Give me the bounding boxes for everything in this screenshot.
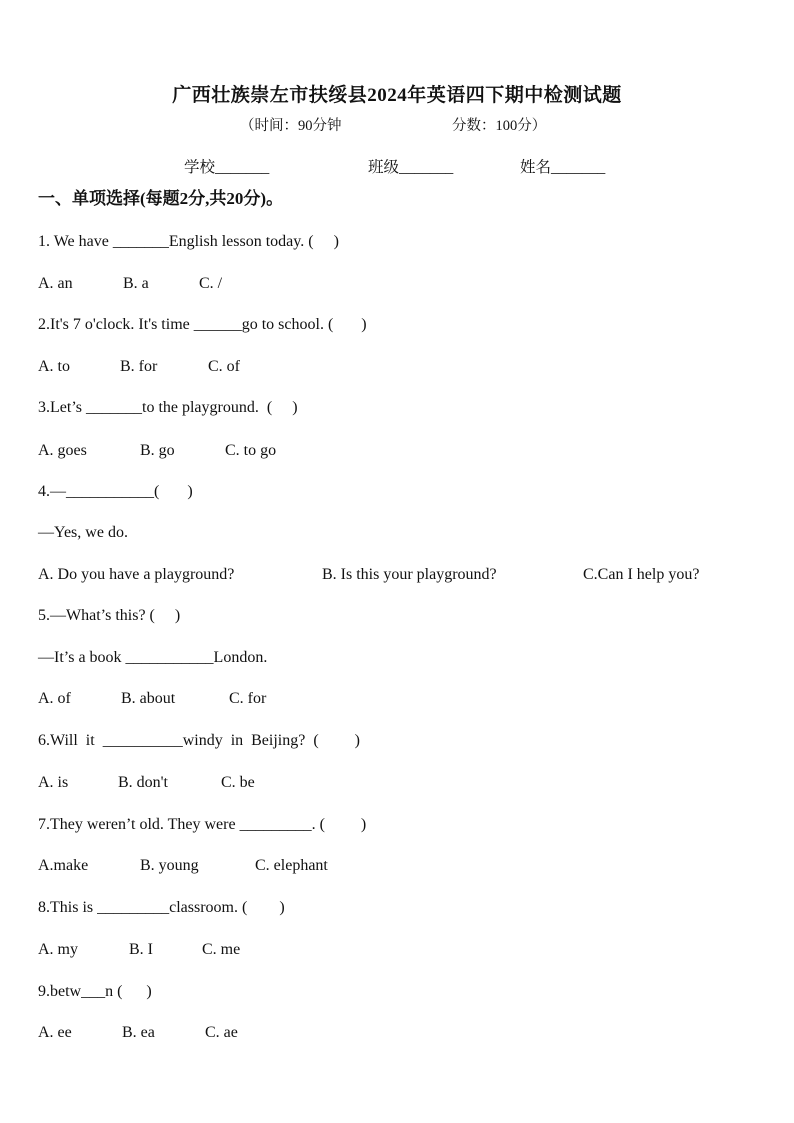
question-5-stem: 5.—What’s this? ( ) — [38, 607, 181, 624]
exam-time: （时间：90分钟 — [240, 118, 342, 134]
question-9-option-a: A. ee — [38, 1024, 72, 1041]
question-4-option-c: C.Can I help you? — [583, 566, 700, 583]
question-1-stem: 1. We have _______English lesson today. ( ) — [38, 233, 339, 250]
question-8-stem: 8.This is _________classroom. ( ) — [38, 899, 285, 916]
question-7-option-b: B. young — [140, 857, 199, 874]
question-2-option-a: A. to — [38, 358, 70, 375]
class-field: 班级_______ — [368, 159, 454, 176]
question-5-option-a: A. of — [38, 690, 71, 707]
section-heading: 一、单项选择(每题2分,共20分)。 — [38, 189, 284, 208]
exam-score: 分数：100分） — [452, 118, 547, 134]
question-3-stem: 3.Let’s _______to the playground. ( ) — [38, 399, 298, 416]
name-field: 姓名_______ — [520, 159, 606, 176]
question-1-option-a: A. an — [38, 275, 73, 292]
question-6-stem: 6.Will it __________windy in Beijing? ( ) — [38, 732, 360, 749]
question-8-option-b: B. I — [129, 941, 153, 958]
question-7-option-c: C. elephant — [255, 857, 328, 874]
question-6-option-c: C. be — [221, 774, 255, 791]
question-9-option-b: B. ea — [122, 1024, 155, 1041]
question-5-option-b: B. about — [121, 690, 176, 707]
question-2-option-c: C. of — [208, 358, 240, 375]
question-7-option-a: A.make — [38, 857, 89, 874]
question-4-option-b: B. Is this your playground? — [322, 566, 497, 583]
question-7-stem: 7.They weren’t old. They were _________. ( ) — [38, 816, 367, 833]
question-5-option-c: C. for — [229, 690, 267, 707]
question-6-option-a: A. is — [38, 774, 69, 791]
question-9-stem: 9.betw___n ( ) — [38, 983, 152, 1000]
question-8-option-a: A. my — [38, 941, 78, 958]
question-6-option-b: B. don't — [118, 774, 168, 791]
question-2-stem: 2.It's 7 o'clock. It's time ______go to school. ( ) — [38, 316, 367, 333]
question-2-option-b: B. for — [120, 358, 158, 375]
question-8-option-c: C. me — [202, 941, 241, 958]
question-3-option-c: C. to go — [225, 442, 277, 459]
page-title: 广西壮族崇左市扶绥县2024年英语四下期中检测试题 — [172, 85, 622, 106]
question-1-option-b: B. a — [123, 275, 149, 292]
question-3-option-a: A. goes — [38, 442, 87, 459]
question-4-option-a: A. Do you have a playground? — [38, 566, 235, 583]
question-5-answer-line: —It’s a book ___________London. — [38, 649, 268, 666]
school-field: 学校_______ — [184, 159, 270, 176]
question-1-option-c: C. / — [199, 275, 223, 292]
question-4-stem: 4.—___________( ) — [38, 483, 193, 500]
question-3-option-b: B. go — [140, 442, 175, 459]
question-4-answer-line: —Yes, we do. — [38, 524, 128, 541]
question-9-option-c: C. ae — [205, 1024, 238, 1041]
